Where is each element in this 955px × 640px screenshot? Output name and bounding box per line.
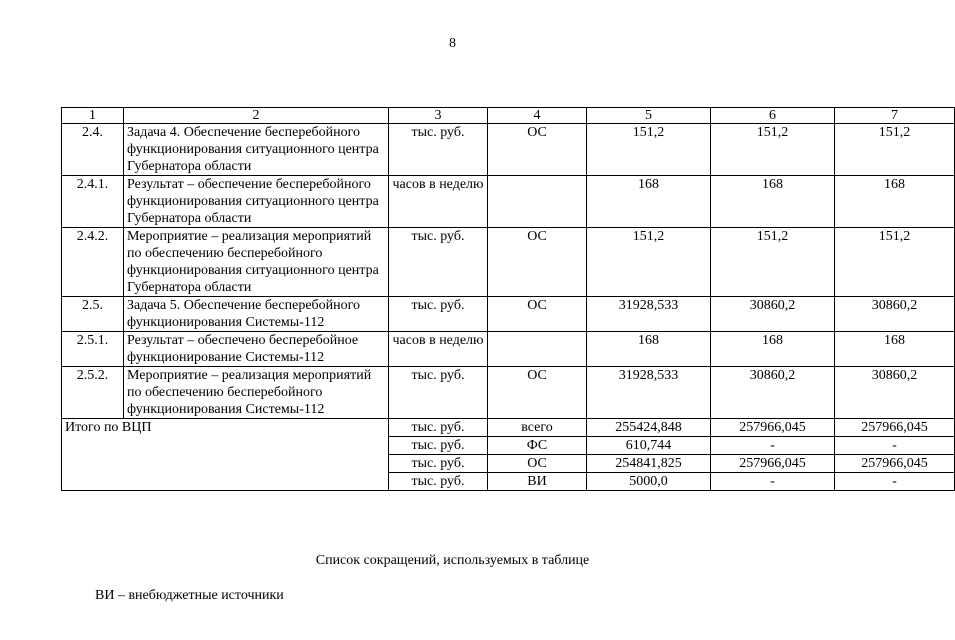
row-number: 2.4.1. [62,176,124,228]
row-source: ОС [488,124,587,176]
total-source: всего [488,419,587,437]
row-value-7: 151,2 [835,124,955,176]
row-value-6: 151,2 [711,124,835,176]
row-source: ОС [488,297,587,332]
abbreviation-item: ВИ – внебюджетные источники [95,588,284,603]
total-unit: тыс. руб. [389,437,488,455]
row-number: 2.4.2. [62,228,124,297]
row-value-6: 30860,2 [711,367,835,419]
row-value-5: 151,2 [587,124,711,176]
abbreviations-caption: Список сокращений, используемых в таблице [315,553,590,568]
total-unit: тыс. руб. [389,473,488,491]
total-value-6: 257966,045 [711,455,835,473]
row-value-7: 168 [835,176,955,228]
row-unit: часов в неделю [389,176,488,228]
total-value-6: 257966,045 [711,419,835,437]
header-cell: 3 [389,108,488,124]
row-description: Результат – обеспечено бесперебойное функционирование Системы-112 [124,332,389,367]
table-row [62,332,955,367]
row-number: 2.5.2. [62,367,124,419]
table-row [62,228,955,297]
row-value-5: 151,2 [587,228,711,297]
row-unit: тыс. руб. [389,124,488,176]
row-description: Результат – обеспечение бесперебойного функционирования ситуационного центра Губернатора области [124,176,389,228]
row-value-5: 31928,533 [587,367,711,419]
row-value-5: 168 [587,332,711,367]
total-value-7: - [835,437,955,455]
total-row [62,419,955,437]
table-row [62,367,955,419]
header-cell: 7 [835,108,955,124]
row-value-7: 151,2 [835,228,955,297]
row-description: Задача 5. Обеспечение бесперебойного функционирования Системы-112 [124,297,389,332]
table-row [62,124,955,176]
page-number: 8 [449,36,456,51]
total-value-5: 254841,825 [587,455,711,473]
row-description: Задача 4. Обеспечение бесперебойного функционирования ситуационного центра Губернатора области [124,124,389,176]
row-description: Мероприятие – реализация мероприятий по обеспечению бесперебойного функционирования Системы-112 [124,367,389,419]
row-value-7: 30860,2 [835,297,955,332]
row-source [488,176,587,228]
total-value-5: 5000,0 [587,473,711,491]
header-cell: 6 [711,108,835,124]
header-cell: 4 [488,108,587,124]
row-description: Мероприятие – реализация мероприятий по обеспечению бесперебойного функционирования ситуационного центра Губернатора области [124,228,389,297]
header-cell: 5 [587,108,711,124]
total-value-6: - [711,437,835,455]
total-value-5: 255424,848 [587,419,711,437]
row-value-5: 168 [587,176,711,228]
total-value-7: - [835,473,955,491]
total-label: Итого по ВЦП [62,419,389,491]
row-source: ОС [488,367,587,419]
total-source: ФС [488,437,587,455]
row-unit: тыс. руб. [389,228,488,297]
total-value-7: 257966,045 [835,419,955,437]
total-value-5: 610,744 [587,437,711,455]
row-number: 2.5. [62,297,124,332]
row-value-7: 168 [835,332,955,367]
row-value-6: 151,2 [711,228,835,297]
row-value-7: 30860,2 [835,367,955,419]
table-row [62,297,955,332]
row-number: 2.5.1. [62,332,124,367]
row-number: 2.4. [62,124,124,176]
row-unit: часов в неделю [389,332,488,367]
row-source: ОС [488,228,587,297]
total-unit: тыс. руб. [389,419,488,437]
row-unit: тыс. руб. [389,297,488,332]
row-source [488,332,587,367]
row-value-6: 168 [711,176,835,228]
total-unit: тыс. руб. [389,455,488,473]
header-cell: 1 [62,108,124,124]
total-value-6: - [711,473,835,491]
total-value-7: 257966,045 [835,455,955,473]
header-row [62,108,955,124]
table-row [62,176,955,228]
row-unit: тыс. руб. [389,367,488,419]
row-value-6: 30860,2 [711,297,835,332]
total-source: ОС [488,455,587,473]
row-value-5: 31928,533 [587,297,711,332]
total-source: ВИ [488,473,587,491]
header-cell: 2 [124,108,389,124]
program-table [61,107,955,491]
row-value-6: 168 [711,332,835,367]
